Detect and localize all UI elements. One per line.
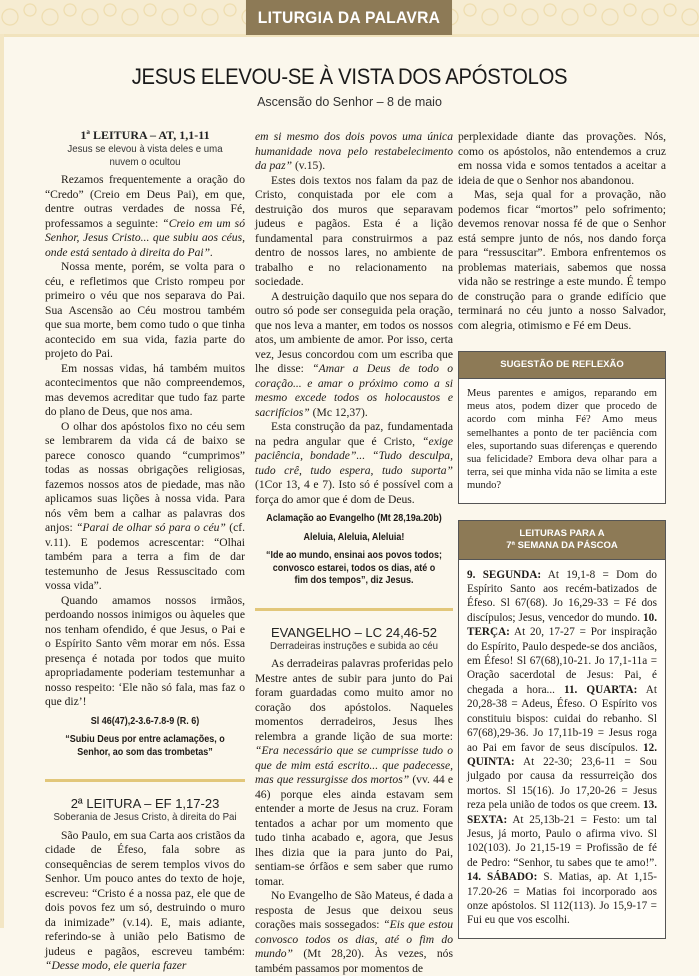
page-edge-rule [0,34,4,928]
reading2-heading: 2ª LEITURA – EF 1,17-23 [70,796,220,811]
page-subtitle: Ascensão do Senhor – 8 de maio [257,95,442,109]
day-label: 13. SEXTA: [467,799,657,826]
section-divider [255,608,453,611]
text-run: São Paulo, em sua Carta aos cristãos da cidade de Éfeso, fala sobre as consequências de serem templos vivos do Senhor. Um pouco antes do texto de hoje, escreveu: “Cristo é a nossa paz, ele que de dois povos fez um só, destruindo o muro da inimizade” (v.14). E, mais adiante, referindo-se à união pelo Batismo de judeus e pagãos, escreveu também: [45,828,245,958]
text-run: At 20, 17-27 = Por inspiração do Espírito, Paulo despede-se dos anciãos, em Éfeso! Sl 67(68),10-21. Jo 17,1-11a = Oração sacerdotal de Jesus: Pai, é chegada a hora... [467,626,657,696]
text-run: Estes dois textos nos falam da paz de Cristo, conquistada por ele com a destruição dos muros que separavam judeus e pagãos. Esta é a lição fundamental para construirmos a paz dentro de nossos lares, no ambiente de trabalho e no relacionamento na sociedade. [255,173,453,288]
day-label: 12. QUINTA: [467,741,657,768]
text-run: As derradeiras palavras proferidas pelo Mestre antes de subir para junto do Pai foram guardadas como muito amor no coração dos apóstolos. Naqueles momentos derradeiros, Jesus lhes relembra a grande lição de sua morte: [255,657,453,743]
reading1-heading: 1ª LEITURA – AT, 1,1-11 [80,128,210,142]
column-2 [255,130,453,976]
paragraph [255,290,453,421]
paragraph [45,594,245,710]
alleluia: Aleluia, Aleluia, Aleluia! [303,531,405,543]
section-divider [45,779,245,782]
paragraph [255,420,453,507]
text-run: A destruição daquilo que nos separa do outro só pode ser conseguida pela oração, que nos leva a manter, em todos os nossos atos, um ambiente de amor. Por isso, certa vez, Jesus concordou com um escriba que lhe disse: [255,289,453,375]
text-run: S. Matias, ap. At 1,15-17.20-26 = Matias foi incorporado aos onze apóstolos. Sl 112(113). Jo 15,9-17 = Fui eu que vos escolhi. [467,871,657,927]
quote-text: “Creio em um só Senhor, Jesus Cristo... que subiu aos céus, onde está sentado à direita do Pai”. [45,216,245,259]
column-1 [45,128,245,974]
text-run: Mas, seja qual for a provação, não podemos ficar “mortos” pelo sofrimento; devemos renovar nossa fé de que o Senhor está sempre junto de nós, nos dando força para “ressuscitar”. Embora enfrentemos os problemas materiais, sabemos que nossa vida não se restringe a este mundo. É tempo de construção para o grande edifício que terminará no céu junto a nosso Salvador, com alegria, otimismo e Fé em Deus. [458,188,666,332]
weekly-readings-title-line1: LEITURAS PARA A [519,527,605,539]
weekly-readings-box [458,520,666,939]
text-run: (cf. v.11). E podemos acrescentar: “Olhai também para a terra a fim de dar testemunho de Jesus Ressuscitado com vossa vida”. [45,521,245,592]
paragraph [45,173,245,260]
quote-text: “Desse modo, ele queria fazer [45,959,187,972]
text-run: No Evangelho de São Mateus, é dada a resposta de Jesus que deixou seus corações mais sossegados: [255,889,453,931]
paragraph [45,260,245,362]
paragraph [45,362,245,420]
day-label: 11. QUARTA: [563,683,638,696]
paragraph [255,174,453,290]
acclamation-reference: Aclamação ao Evangelho (Mt 28,19a.20b) [266,513,442,524]
weekly-readings-title-line2: 7ª SEMANA DA PÁSCOA [506,539,618,551]
quote-text: “exige paciência, bondade”... “Tudo desculpa, tudo crê, tudo espera, tudo suporta” [255,434,453,477]
quote-text: “Amar a Deus de todo o coração... e amar o próximo como a si mesmo excede todos os holocaustos e sacrifícios” [255,362,453,419]
paragraph [45,420,245,594]
gospel-heading: EVANGELHO – LC 24,46-52 [271,624,437,640]
section-banner: LITURGIA DA PALAVRA [246,0,452,35]
text-run: (vv. 44 e 46) porque eles ainda estavam sem entender a morte de Jesus na cruz. Foram tentados a achar por um momento que tudo tinha acabado e, agora, que Jesus lhes dizia que ia para junto do Pai, sentiam-se órfãos e sem saber que rumo tomar. [255,773,453,888]
text-run: O olhar dos apóstolos fixo no céu sem se lembrarem da vida cá de baixo se parece conosco quando “cumprimos” todas as nossas obrigações religiosas, fazemos nossos atos de piedade, mas não aplicamos suas lições à nossa vida. Para nós vêm bem a calhar as palavras dos anjos: [45,419,245,534]
weekly-readings-title [459,521,665,560]
page-title: JESUS ELEVOU-SE À VISTA DOS APÓSTOLOS [131,64,568,89]
paragraph [255,130,453,174]
text-run: Nossa mente, porém, se volta para o céu, e refletimos que Cristo rompeu por primeiro o véu que nos separava do Pai. Sua Ascensão ao Céu mostrou também que sua morte, bem como tudo o que tinha acontecido em sua vida, fazia parte do projeto do Pai. [45,260,245,360]
reading2-subtitle: Soberania de Jesus Cristo, à direita do Pai [53,811,237,823]
reflection-box-title: SUGESTÃO DE REFLEXÃO [459,352,665,379]
quote-text: em si mesmo dos dois povos uma única humanidade nova pelo restabelecimento da paz” [255,130,453,172]
text-run: Quando amamos nossos irmãos, perdoando nossos inimigos ou àqueles que nos tenham ofendido, é que Jesus, o Pai e o Espírito Santo vêm morar em nós. Essa presença é notada por todos que muito apropriadamente poderiam testemunhar a nosso respeito: ‘Ele não só fala, mas faz o que diz’! [45,593,245,708]
text-run: Em nossas vidas, há também muitos acontecimentos que não compreendemos, mas devemos acreditar que tudo faz parte do plano de Deus, que nos ama. [45,361,245,418]
text-run: At 19,1-8 = Dom do Espírito Santo aos recém-batizados de Éfeso. Sl 67(68). Jo 16,29-33 = Fé dos discípulos; Jesus, vencedor do mundo. [467,568,657,624]
text-run: Rezamos frequentemente a oração do “Credo” (Creio em Deus Pai), em que, dentre outras verdades de nossa Fé, professamos a seguinte: [45,173,245,230]
paragraph [458,130,666,188]
day-label: 9. SEGUNDA: [467,568,542,581]
day-label: 14. SÁBADO: [467,871,538,884]
reading1-subtitle: Jesus se elevou à vista deles e uma nuvem o ocultou [67,143,223,168]
column-3 [458,130,666,939]
gospel-subtitle: Derradeiras instruções e subida ao céu [269,639,439,652]
paragraph [458,188,666,333]
weekly-readings-text [467,568,657,928]
psalm-reference: Sl 46(47),2-3.6-7.8-9 (R. 6) [90,715,200,727]
text-run: (1Cor 13, 4 e 7). Isto só é possível com a força do amor que é dom de Deus. [255,478,453,506]
reflection-text: Meus parentes e amigos, reparando em meus atos, podem dizer que procedo de acordo com minha Fé? Amo meus semelhantes a ponto de ter paciência com eles, suportando suas diferenças e querendo sua felicidade? Embora deva olhar para a terra, sei que minha vida não se limita a este mundo? [467,388,657,492]
text-run: (Mt 28,20). Às vezes, nós também passamos por momentos de [255,947,453,975]
text-run: At 25,13b-21 = Festo: um tal Jesus, já morto, Paulo o afirma vivo. Sl 102(103). Jo 21,15-19 = Profissão de fé de Pedro: “Senhor, tu sabes que te amo!”. [467,813,657,869]
quote-text: “Parai de olhar só para o céu” [76,521,226,534]
quote-text: “Era necessário que se cumprisse tudo o que de mim está escrito... que padecesse, mas que ressurgisse dos mortos” [255,744,453,786]
paragraph [255,657,453,889]
text-run: Esta construção da paz, fundamentada na pedra angular que é Cristo, [255,420,453,448]
text-run: At 22-30; 23,6-11 = Sou julgado por causa da ressurreição dos mortos. Sl 15(16). Jo 17,20-26 = Jesus reza pela união de todos os que creem. [467,755,657,812]
text-run: perplexidade diante das provações. Nós, como os apóstolos, não entendemos a cruz em nossa vida e somos tentados a aceitar a ideia de que o Senhor nos abandonou. [458,130,666,187]
paragraph [45,829,245,974]
psalm-response: “Subiu Deus por entre aclamações, o Senhor, ao som das trombetas” [65,734,225,758]
text-run: At 20,28-38 = Adeus, Éfeso. O Espírito vos constituiu bispos: cuidai do rebanho. Sl 67(68),29-36. Jo 17,11b-19 = Jesus roga ao Pai em favor de seus discípulos. [467,683,657,754]
text-run: (v.15). [292,159,326,172]
acclamation-text: “Ide ao mundo, ensinai aos povos todos; convosco estarei, todos os dias, até o fim dos tempos”, diz Jesus. [265,550,443,586]
quote-text: “Eis que estou convosco todos os dias, até o fim do mundo” [255,918,453,960]
day-label: 10. TERÇA: [467,611,657,639]
paragraph [255,889,453,976]
reflection-box [458,351,666,504]
text-run: (Mc 12,37). [309,405,368,419]
